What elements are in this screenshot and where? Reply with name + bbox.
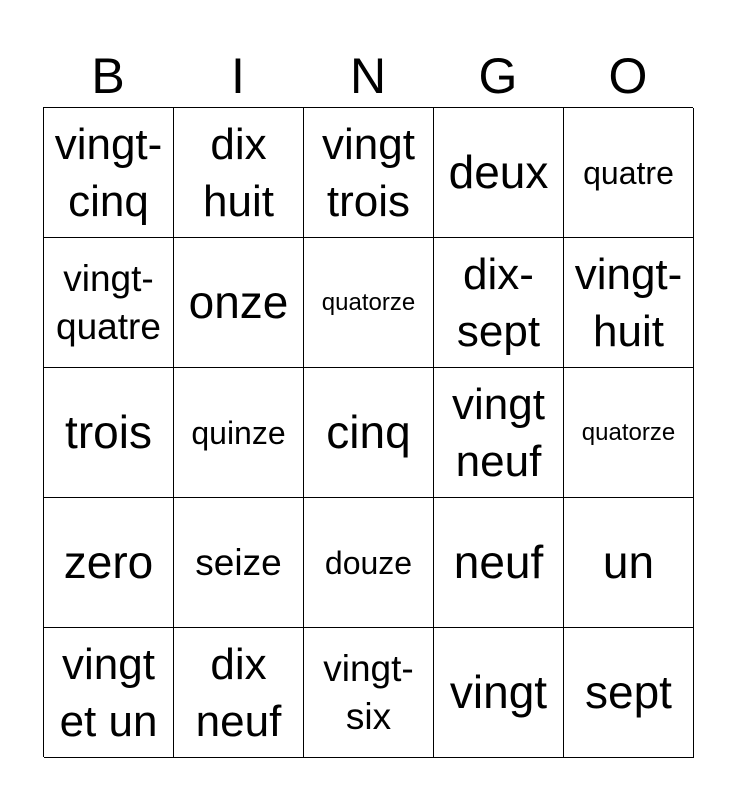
bingo-cell-r1c5[interactable] [564, 108, 694, 238]
cell-text: seize [195, 541, 282, 583]
bingo-cell-r5c3[interactable] [304, 628, 434, 758]
bingo-cell-r1c4[interactable] [434, 108, 564, 238]
cell-text: vingt et un [59, 639, 158, 746]
cell-text: dix neuf [195, 639, 282, 746]
cell-text: trois [65, 406, 152, 458]
cell-text: neuf [453, 536, 544, 588]
bingo-cell-r5c5[interactable] [564, 628, 694, 758]
cell-text: sept [585, 666, 672, 718]
bingo-cell-r4c2[interactable] [174, 498, 304, 628]
bingo-cell-r4c5[interactable] [564, 498, 694, 628]
cell-text: quatre [583, 154, 674, 191]
bingo-cell-r4c1[interactable] [44, 498, 174, 628]
bingo-cell-r4c4[interactable] [434, 498, 564, 628]
bingo-cell-r3c1[interactable] [44, 368, 174, 498]
cell-text: zero [63, 536, 154, 588]
cell-text: onze [188, 276, 289, 328]
bingo-cell-r3c4[interactable] [434, 368, 564, 498]
header-letter-i: I [231, 48, 245, 104]
cell-text: vingt- cinq [54, 119, 163, 226]
cell-text: vingt [449, 666, 548, 718]
bingo-board [43, 107, 693, 757]
bingo-cell-r2c3[interactable] [304, 238, 434, 368]
header-letter-o: O [608, 48, 648, 104]
cell-text: vingt- six [323, 647, 414, 737]
bingo-cell-r5c4[interactable] [434, 628, 564, 758]
header-letter-b: B [91, 48, 125, 104]
bingo-cell-r1c1[interactable] [44, 108, 174, 238]
bingo-header [43, 44, 693, 108]
bingo-cell-r3c5[interactable] [564, 368, 694, 498]
cell-text: un [602, 536, 655, 588]
cell-text: quatorze [581, 418, 676, 446]
cell-text: quinze [191, 414, 286, 451]
bingo-cell-r5c2[interactable] [174, 628, 304, 758]
header-letter-n: N [349, 48, 387, 104]
header-letter-g: G [478, 48, 518, 104]
bingo-cell-r1c2[interactable] [174, 108, 304, 238]
cell-text: deux [448, 146, 549, 198]
cell-text: dix huit [203, 119, 274, 226]
bingo-cell-r2c4[interactable] [434, 238, 564, 368]
bingo-cell-r5c1[interactable] [44, 628, 174, 758]
bingo-cell-r2c5[interactable] [564, 238, 694, 368]
bingo-cell-r1c3[interactable] [304, 108, 434, 238]
bingo-cell-r2c1[interactable] [44, 238, 174, 368]
cell-text: vingt neuf [452, 379, 545, 486]
bingo-cell-r3c3[interactable] [304, 368, 434, 498]
cell-text: vingt trois [322, 119, 415, 226]
cell-text: dix- sept [456, 249, 541, 356]
cell-text: vingt- huit [574, 249, 683, 356]
bingo-cell-r2c2[interactable] [174, 238, 304, 368]
cell-text: quatorze [321, 288, 416, 316]
cell-text: douze [324, 544, 413, 581]
cell-text: vingt- quatre [56, 257, 161, 347]
bingo-cell-r4c3[interactable] [304, 498, 434, 628]
bingo-cell-r3c2[interactable] [174, 368, 304, 498]
cell-text: cinq [326, 406, 411, 458]
